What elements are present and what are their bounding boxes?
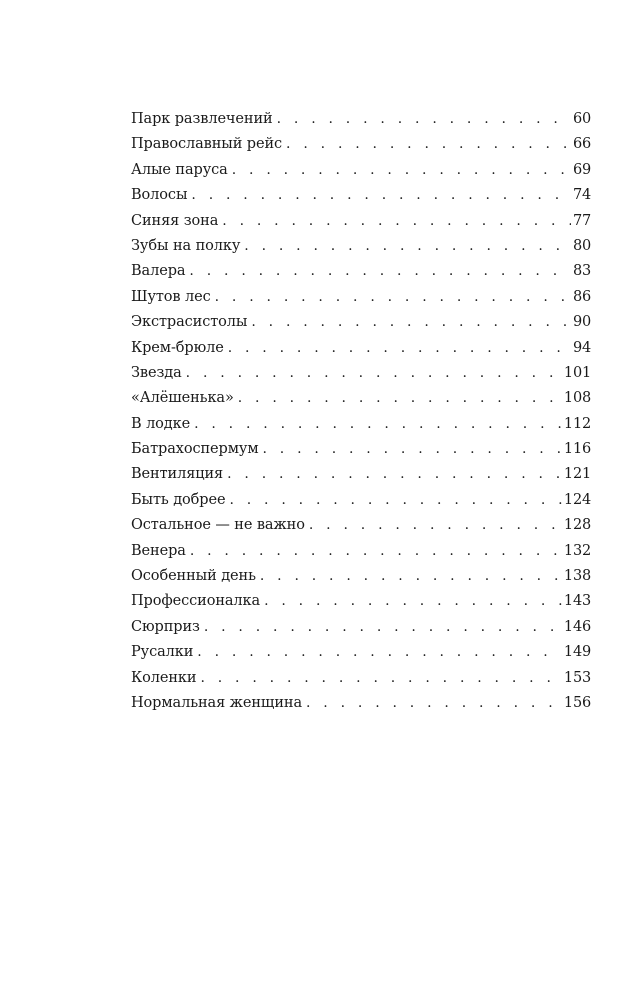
- toc-entry[interactable]: [131, 462, 591, 487]
- toc-entry[interactable]: [131, 589, 591, 614]
- toc-entry-title: Шутов лес: [131, 288, 211, 305]
- toc-entry[interactable]: [131, 513, 591, 538]
- toc-entry[interactable]: [131, 336, 591, 361]
- toc-entry-title: Парк развлечений: [131, 111, 273, 127]
- toc-dot-leader: [263, 437, 562, 462]
- toc-dot-leader: [197, 640, 562, 665]
- toc-dot-leader: [200, 666, 561, 691]
- toc-entry[interactable]: [131, 437, 591, 462]
- toc-entry-page: 101: [563, 364, 591, 381]
- toc-entry[interactable]: [131, 132, 591, 157]
- toc-entry-title: Волосы: [131, 187, 188, 204]
- toc-entry[interactable]: [131, 234, 591, 259]
- toc-dot-leader: [306, 691, 562, 716]
- toc-dot-leader: [277, 107, 571, 132]
- toc-entry-page: 77: [572, 212, 591, 229]
- toc-entry-title: Особенный день: [131, 568, 256, 585]
- toc-entry-page: 138: [563, 568, 591, 585]
- toc-entry-title: В лодке: [131, 415, 191, 432]
- toc-entry-title: Профессионалка: [131, 593, 261, 610]
- toc-entry[interactable]: [131, 361, 591, 386]
- toc-entry[interactable]: [131, 412, 591, 437]
- toc-dot-leader: [238, 386, 562, 411]
- toc-entry-title: Быть добрее: [131, 491, 226, 508]
- toc-entry-title: Синяя зона: [131, 212, 219, 229]
- toc-dot-leader: [232, 158, 571, 183]
- toc-entry-title: Сюрприз: [131, 618, 200, 635]
- toc-entry-page: 112: [563, 415, 591, 432]
- toc-entry-page: 83: [572, 263, 591, 280]
- toc-entry-title: Экстрасистолы: [131, 314, 248, 331]
- toc-entry-title: Батрахоспермум: [131, 441, 259, 458]
- toc-entry-page: 146: [563, 618, 591, 635]
- toc-entry-title: Русалки: [131, 644, 194, 661]
- toc-entry-page: 149: [563, 644, 591, 661]
- toc-entry-title: Коленки: [131, 669, 197, 686]
- toc-dot-leader: [264, 589, 562, 614]
- toc-dot-leader: [260, 564, 562, 589]
- toc-entry-page: 132: [563, 542, 591, 559]
- toc-dot-leader: [189, 259, 571, 284]
- toc-entry-page: 116: [563, 441, 591, 458]
- toc-entry[interactable]: [131, 259, 591, 284]
- toc-dot-leader: [251, 310, 571, 335]
- toc-dot-leader: [286, 132, 571, 157]
- toc-entry[interactable]: [131, 285, 591, 310]
- toc-entry-page: 69: [572, 161, 591, 178]
- toc-entry-title: Валера: [131, 263, 186, 280]
- toc-entry[interactable]: [131, 183, 591, 208]
- toc-entry[interactable]: [131, 310, 591, 335]
- toc-entry-title: Вентиляция: [131, 466, 224, 483]
- toc-entry-page: 74: [572, 187, 591, 204]
- toc-entry-page: 108: [563, 390, 591, 407]
- toc-dot-leader: [222, 209, 571, 234]
- toc-entry[interactable]: [131, 564, 591, 589]
- toc-dot-leader: [309, 513, 562, 538]
- toc-entry-page: 60: [572, 111, 591, 127]
- toc-dot-leader: [215, 285, 571, 310]
- toc-dot-leader: [186, 361, 562, 386]
- toc-dot-leader: [229, 488, 561, 513]
- toc-entry[interactable]: [131, 640, 591, 665]
- toc-entry[interactable]: [131, 666, 591, 691]
- toc-entry[interactable]: [131, 107, 591, 132]
- toc-entry[interactable]: [131, 615, 591, 640]
- toc-entry[interactable]: [131, 539, 591, 564]
- toc-entry[interactable]: [131, 386, 591, 411]
- toc-dot-leader: [191, 183, 571, 208]
- toc-entry-title: Остальное — не важно: [131, 517, 305, 534]
- toc-entry-title: Зубы на полку: [131, 237, 241, 254]
- toc-entry-page: 80: [572, 237, 591, 254]
- toc-entry-title: Звезда: [131, 364, 182, 381]
- toc-dot-leader: [190, 539, 562, 564]
- toc-entry-page: 128: [563, 517, 591, 534]
- toc-entry[interactable]: [131, 158, 591, 183]
- toc-dot-leader: [228, 336, 571, 361]
- toc-entry-page: 121: [563, 466, 591, 483]
- toc-entry-page: 86: [572, 288, 591, 305]
- toc-entry-page: 143: [563, 593, 591, 610]
- toc-entry[interactable]: [131, 209, 591, 234]
- toc-dot-leader: [194, 412, 562, 437]
- toc-entry-page: 94: [572, 339, 591, 356]
- toc-dot-leader: [204, 615, 562, 640]
- toc-entry-title: Крем-брюле: [131, 339, 224, 356]
- toc-entry-page: 66: [572, 136, 591, 153]
- toc-entry-title: «Алёшенька»: [131, 390, 234, 407]
- toc-dot-leader: [244, 234, 571, 259]
- toc-entry-title: Нормальная женщина: [131, 694, 302, 711]
- toc-entry-page: 90: [572, 314, 591, 331]
- toc-entry[interactable]: [131, 691, 591, 716]
- toc-entry[interactable]: [131, 488, 591, 513]
- toc-entry-title: Православный рейс: [131, 136, 283, 153]
- toc-entry-title: Алые паруса: [131, 161, 228, 178]
- toc-entry-title: Венера: [131, 542, 186, 559]
- toc-entry-page: 156: [563, 694, 591, 711]
- toc-entry-page: 124: [563, 491, 591, 508]
- toc-dot-leader: [227, 462, 562, 487]
- toc-entry-page: 153: [563, 669, 591, 686]
- table-of-contents: [131, 107, 591, 716]
